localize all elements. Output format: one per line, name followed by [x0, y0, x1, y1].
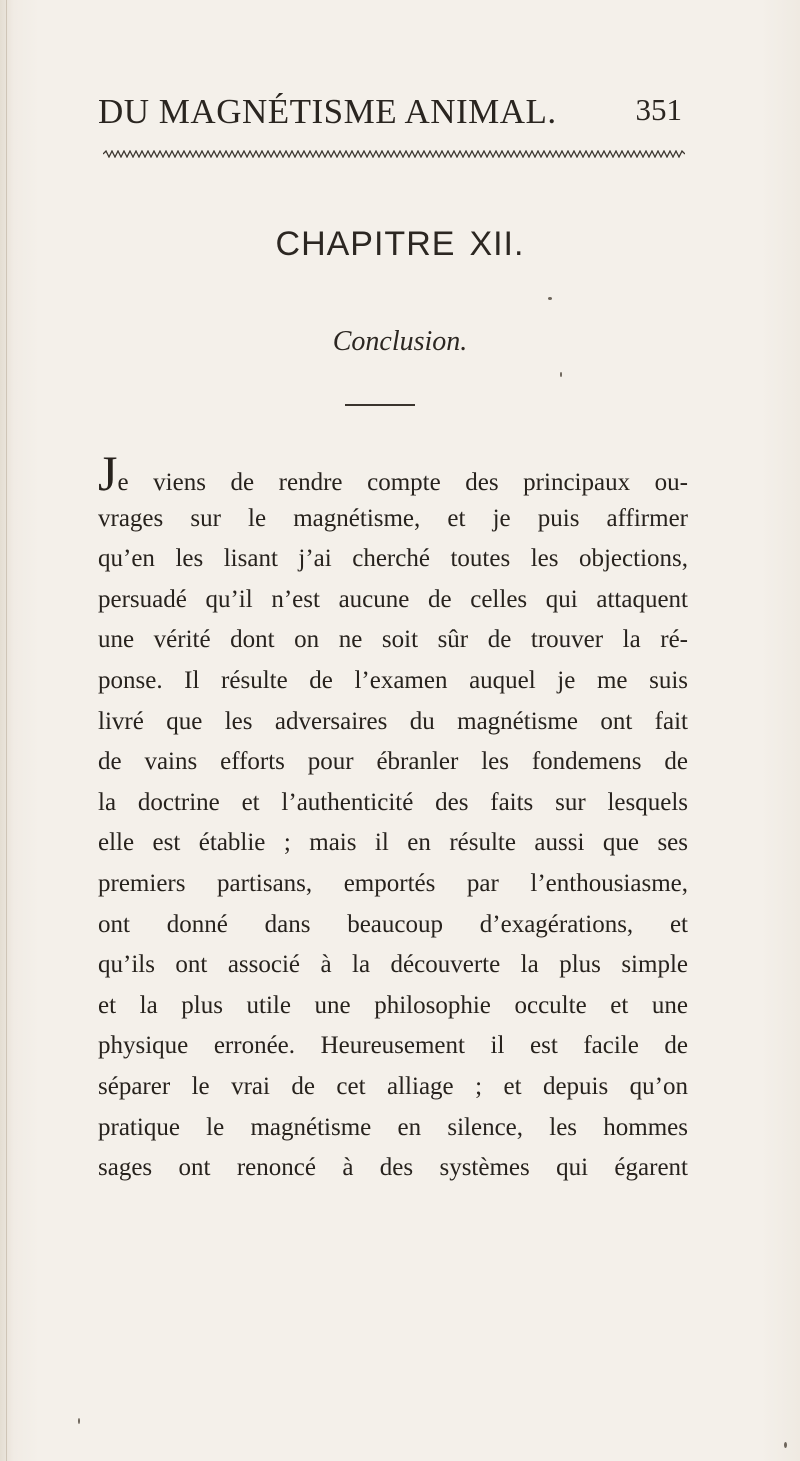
body-paragraph — [98, 445, 688, 1189]
chapter-title — [0, 225, 800, 264]
paper-speck — [560, 372, 562, 377]
text-line: qu’ils ont associé à la découverte la plus simple — [98, 951, 688, 979]
text-line: persuadé qu’il n’est aucune de celles qui attaquent — [98, 585, 688, 613]
text-line-content: e viens de rendre compte des principaux ou- — [117, 469, 688, 496]
text-line: premiers partisans, emportés par l’enthousiasme, — [98, 869, 688, 897]
running-head — [98, 92, 682, 132]
text-line: de vains efforts pour ébranler les fondemens de — [98, 748, 688, 776]
text-line: elle est établie ; mais il en résulte aussi que ses — [98, 829, 688, 857]
text-line: ont donné dans beaucoup d’exagérations, et — [98, 910, 688, 938]
section-subtitle: Conclusion. — [332, 326, 468, 357]
chapter-word: CHAPITRE — [275, 225, 456, 263]
text-line: une vérité dont on ne soit sûr de trouver la ré- — [98, 626, 688, 654]
section-divider — [345, 404, 415, 406]
ornamental-rule — [103, 150, 685, 158]
running-title: DU MAGNÉTISME ANIMAL. — [98, 92, 557, 131]
text-line: séparer le vrai de cet alliage ; et depuis qu’on — [98, 1072, 688, 1100]
paper-speck — [78, 1418, 80, 1424]
text-line: livré que les adversaires du magnétisme ont fait — [98, 707, 688, 735]
drop-cap: J — [98, 445, 118, 501]
text-line: pratique le magnétisme en silence, les hommes — [98, 1113, 688, 1141]
text-line — [98, 445, 688, 501]
page-gutter-edge — [6, 0, 7, 1461]
paper-speck — [548, 297, 552, 300]
text-line: sages ont renoncé à des systèmes qui égarent — [98, 1154, 688, 1182]
page-number: 351 — [635, 92, 682, 127]
paper-speck — [784, 1442, 787, 1448]
text-line: vrages sur le magnétisme, et je puis affirmer — [98, 504, 688, 532]
text-line: et la plus utile une philosophie occulte et une — [98, 991, 688, 1019]
chapter-numeral: XII. — [469, 225, 525, 263]
text-line: la doctrine et l’authenticité des faits sur lesquels — [98, 788, 688, 816]
text-line: ponse. Il résulte de l’examen auquel je me suis — [98, 666, 688, 694]
text-line: qu’en les lisant j’ai cherché toutes les objections, — [98, 545, 688, 573]
text-line: physique erronée. Heureusement il est facile de — [98, 1032, 688, 1060]
